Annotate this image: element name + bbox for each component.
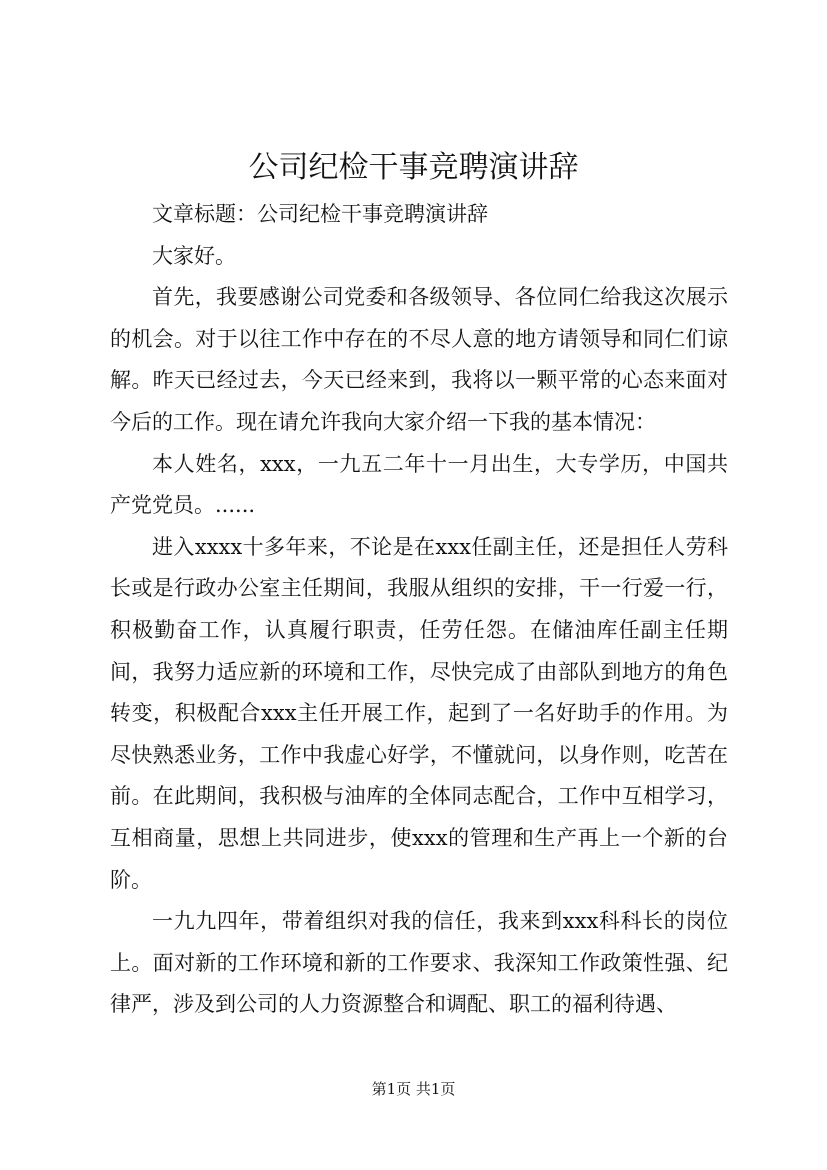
page-number-footer: 第1页 共1页 xyxy=(371,1080,456,1098)
paragraph-introduction: 首先，我要感谢公司党委和各级领导、各位同仁给我这次展示的机会。对于以往工作中存在的不尽人意的地方请领导和同仁们谅解。昨天已经过去，今天已经来到，我将以一颗平常的心态来面对今后的工作。现在请允许我向大家介绍一下我的基本情况： xyxy=(110,285,728,434)
paragraph-personal-info: 本人姓名，xxx，一九五二年十一月出生，大专学历，中国共产党党员。...... xyxy=(110,451,728,518)
paragraph-greeting: 大家好。 xyxy=(152,243,236,268)
document-body xyxy=(110,194,728,1026)
paragraph-work-history: 进入xxxx十多年来，不论是在xxx任副主任，还是担任人劳科长或是行政办公室主任期间，我服从组织的安排，干一行爱一行，积极勤奋工作，认真履行职责，任劳任怨。在储油库任副主任期间，我努力适应新的环境和工作，尽快完成了由部队到地方的角色转变，积极配合xxx主任开展工作，起到了一名好助手的作用。为尽快熟悉业务，工作中我虚心好学，不懂就问，以身作则，吃苦在前。在此期间，我积极与油库的全体同志配合，工作中互相学习，互相商量，思想上共同进步，使xxx的管理和生产再上一个新的台阶。 xyxy=(110,534,728,892)
paragraph-1994: 一九九四年，带着组织对我的信任，我来到xxx科科长的岗位上。面对新的工作环境和新的工作要求、我深知工作政策性强、纪律严，涉及到公司的人力资源整合和调配、职工的福利待遇、 xyxy=(110,909,728,1017)
document-title: 公司纪检干事竞聘演讲辞 xyxy=(248,150,579,185)
paragraph-article-title: 文章标题：公司纪检干事竞聘演讲辞 xyxy=(152,202,488,226)
